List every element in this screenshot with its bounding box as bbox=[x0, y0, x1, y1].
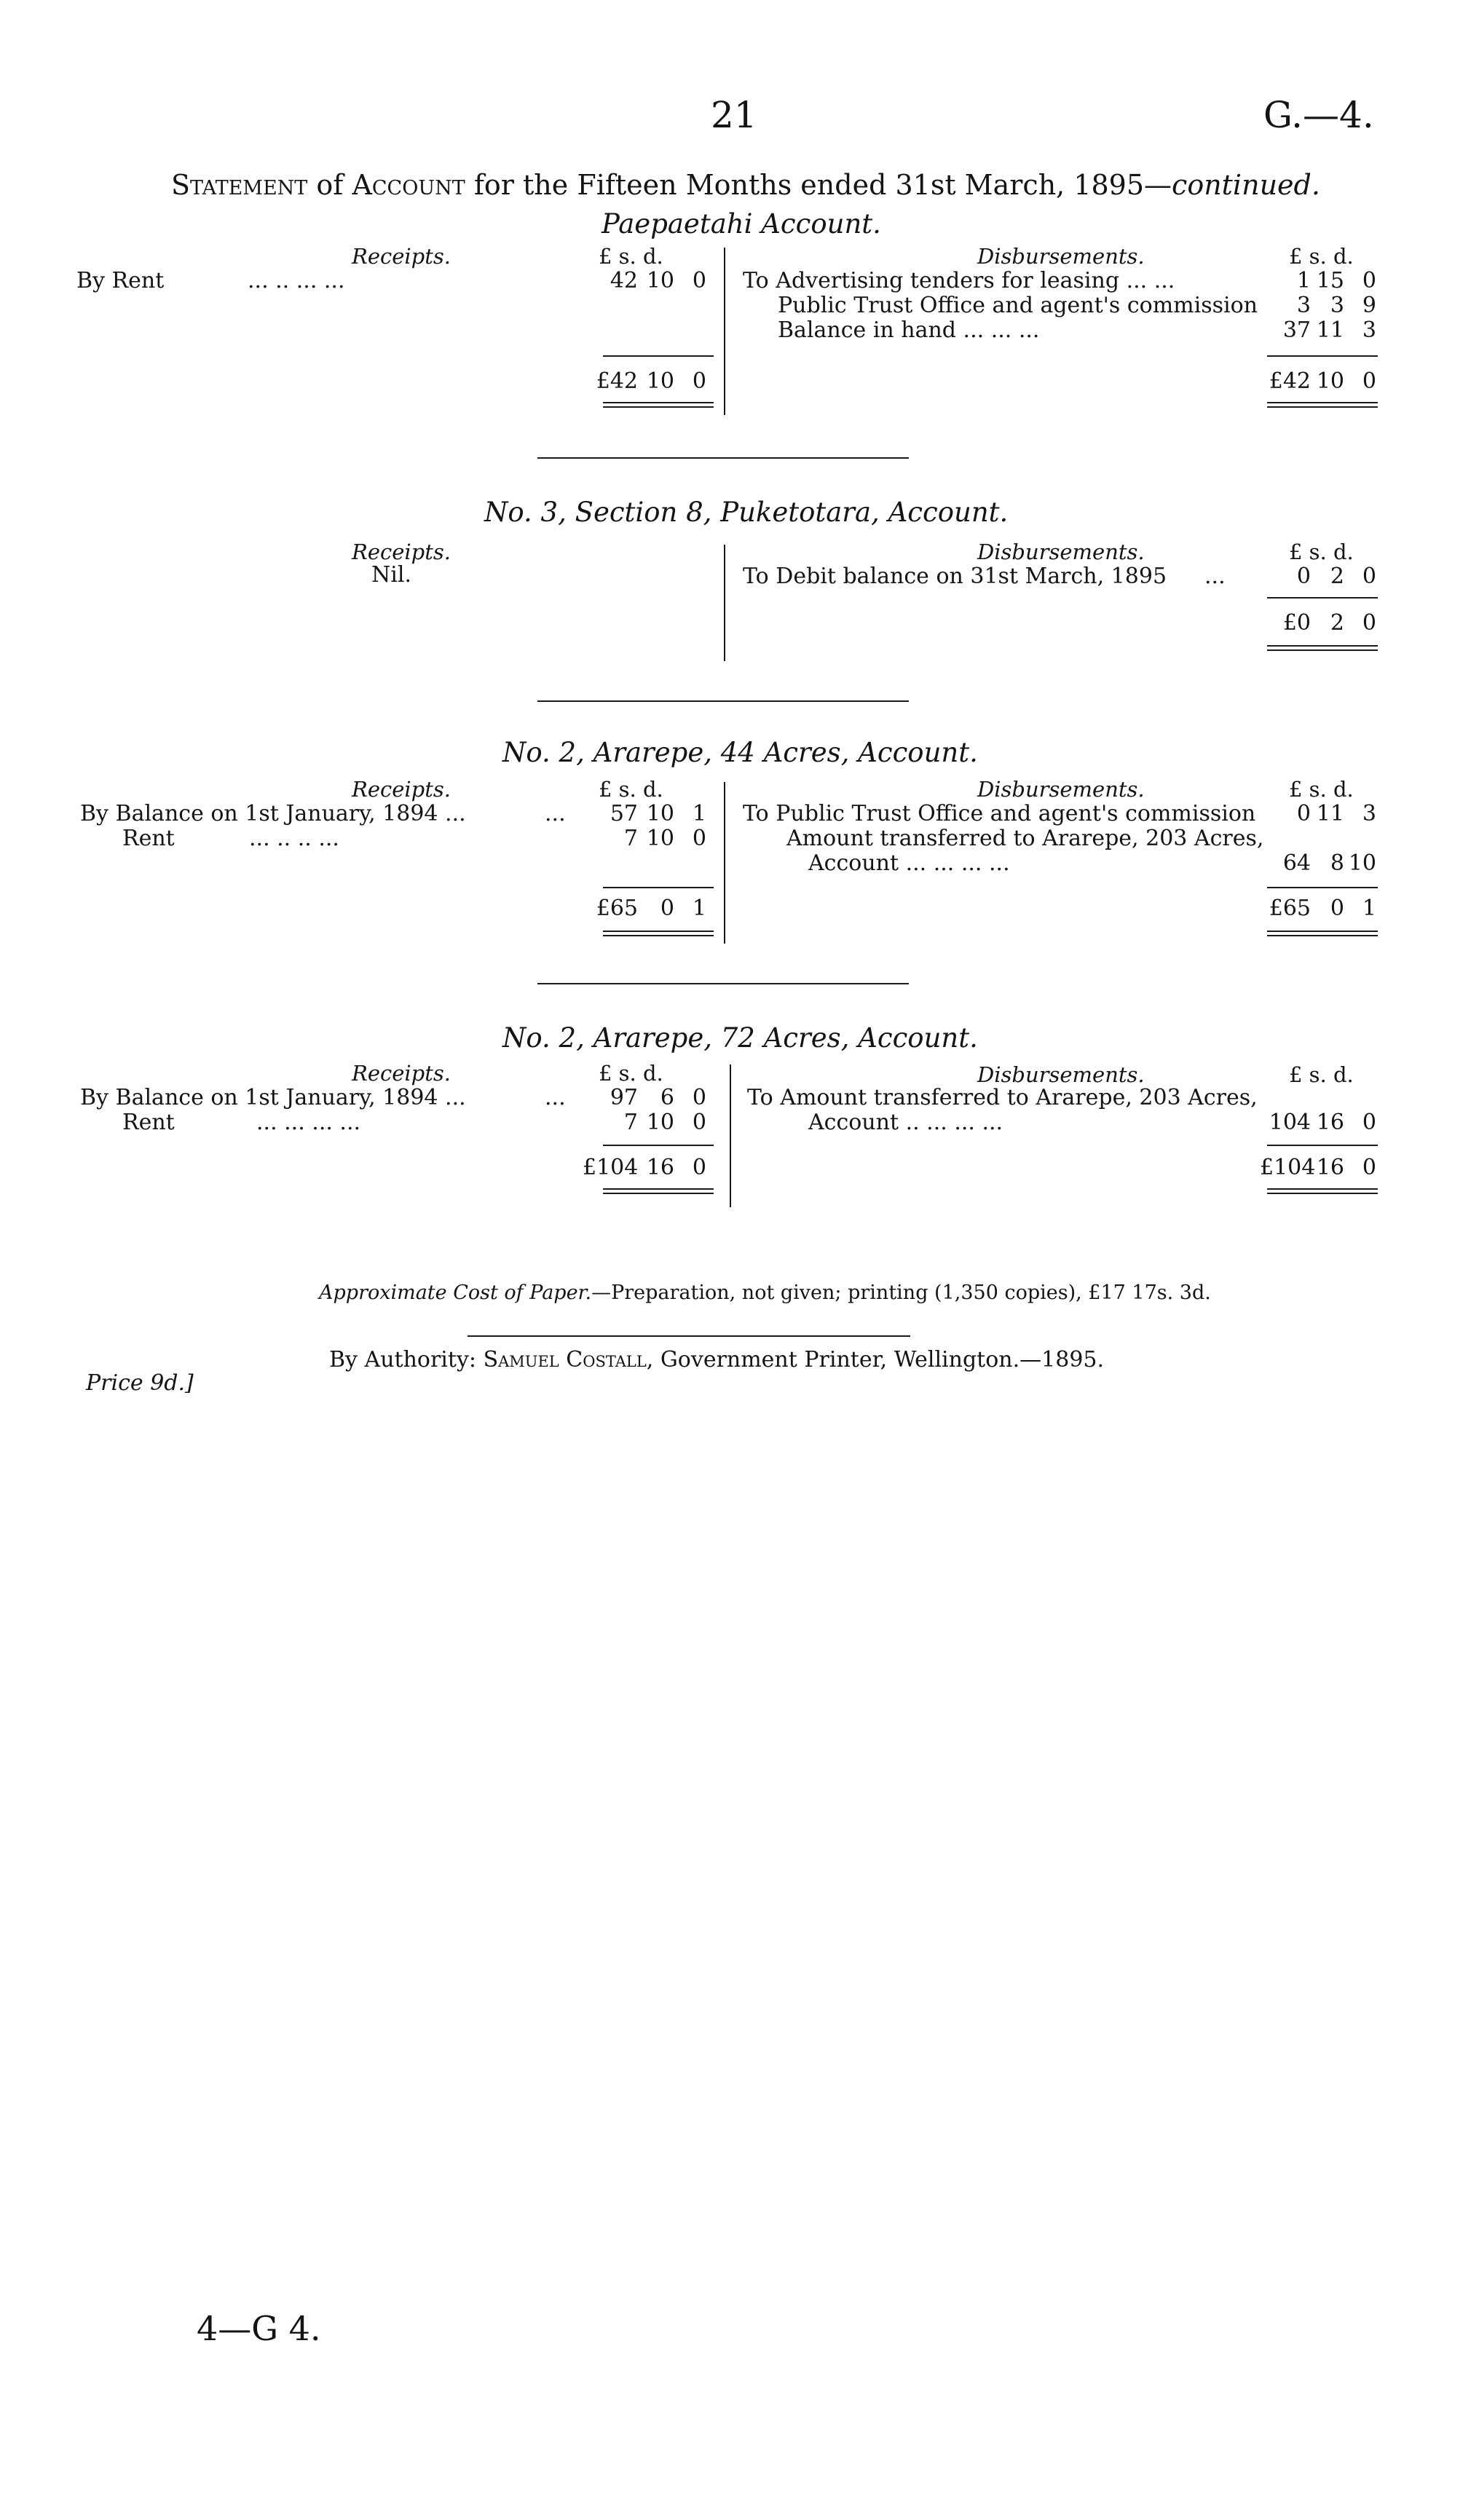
receipts-total-pence: 0 bbox=[692, 368, 706, 394]
receipt-shillings: 10 bbox=[646, 268, 674, 293]
disbursement-label: To Public Trust Office and agent's commission bbox=[743, 801, 1256, 826]
receipts-header: Receipts. bbox=[352, 1061, 451, 1086]
disbursements-total-pounds: £0 bbox=[1282, 610, 1311, 636]
footer-rule bbox=[468, 1335, 910, 1337]
disbursements-total-pence: 0 bbox=[1362, 368, 1376, 394]
disbursements-lsd-header: £ s. d. bbox=[1289, 1062, 1354, 1087]
account-number-label: No. bbox=[502, 1022, 551, 1054]
cost-of-paper-note bbox=[319, 1280, 1211, 1306]
receipts-lsd-header: £ s. d. bbox=[599, 1061, 663, 1086]
column-divider bbox=[724, 248, 725, 415]
section-separator bbox=[537, 457, 909, 459]
disbursement-label: Account ... ... ... ... bbox=[808, 850, 1010, 876]
disbursement-label: To Amount transferred to Ararepe, 203 Acres, bbox=[747, 1085, 1258, 1110]
page-reference: G.—4. bbox=[1263, 94, 1374, 136]
disbursement-pence: 0 bbox=[1362, 564, 1376, 589]
total-double-rule bbox=[1267, 1188, 1378, 1194]
printer-name: Samuel Costall bbox=[483, 1347, 647, 1372]
account-title-paepaetahi: Paepaetahi Account. bbox=[602, 208, 881, 240]
receipt-leader: ... .. ... ... bbox=[248, 268, 345, 293]
sum-rule bbox=[1267, 597, 1378, 599]
disbursements-total-pounds: £104 bbox=[1260, 1155, 1316, 1180]
receipt-leader: ... ... ... ... bbox=[256, 1110, 361, 1135]
disbursement-pence: 0 bbox=[1362, 1110, 1376, 1135]
receipt-label: By Rent bbox=[76, 268, 165, 293]
price-note: Price 9d.] bbox=[86, 1370, 194, 1396]
receipts-header: Receipts. bbox=[352, 777, 451, 802]
receipt-pence: 0 bbox=[692, 1085, 706, 1110]
receipt-shillings: 10 bbox=[646, 1110, 674, 1135]
disbursement-label: To Debit balance on 31st March, 1895 bbox=[743, 564, 1167, 589]
disbursement-pence: 10 bbox=[1348, 850, 1376, 876]
disbursement-pounds: 104 bbox=[1269, 1110, 1311, 1135]
sum-rule bbox=[603, 887, 714, 888]
cost-text: —Preparation, not given; printing (1,350 copies), £17 17s. 3d. bbox=[591, 1281, 1211, 1304]
disbursements-total-pounds: £42 bbox=[1269, 368, 1311, 394]
disbursement-pounds: 64 bbox=[1282, 850, 1311, 876]
receipts-lsd-header: £ s. d. bbox=[599, 244, 663, 269]
disbursements-lsd-header: £ s. d. bbox=[1289, 540, 1354, 564]
disbursement-label: Balance in hand ... ... ... bbox=[778, 317, 1040, 343]
disbursement-pence: 3 bbox=[1362, 801, 1376, 826]
disbursement-pence: 3 bbox=[1362, 317, 1376, 343]
receipts-header: Receipts. bbox=[352, 540, 451, 564]
receipt-leader: ... bbox=[545, 1085, 566, 1110]
disbursements-header: Disbursements. bbox=[977, 244, 1145, 269]
disbursement-shillings: 3 bbox=[1330, 293, 1344, 318]
total-double-rule bbox=[603, 1188, 714, 1194]
receipt-label: Rent bbox=[122, 826, 175, 851]
receipts-total-shillings: 10 bbox=[646, 368, 674, 394]
total-double-rule bbox=[603, 931, 714, 936]
receipt-pounds: 57 bbox=[610, 801, 638, 826]
printer-rest: , Government Printer, Wellington.—1895. bbox=[646, 1347, 1105, 1372]
disbursements-lsd-header: £ s. d. bbox=[1289, 244, 1354, 269]
column-divider bbox=[724, 782, 725, 944]
receipts-lsd-header: £ s. d. bbox=[599, 777, 663, 802]
receipt-label: By Balance on 1st January, 1894 ... bbox=[80, 801, 466, 826]
title-continued: continued. bbox=[1172, 169, 1320, 201]
receipt-shillings: 10 bbox=[646, 826, 674, 851]
title-account: Account bbox=[352, 169, 465, 201]
receipt-pence: 0 bbox=[692, 268, 706, 293]
disbursement-shillings: 11 bbox=[1316, 317, 1344, 343]
disbursement-pounds: 37 bbox=[1282, 317, 1311, 343]
cost-label: Approximate Cost of Paper. bbox=[319, 1281, 592, 1304]
receipts-total-pence: 1 bbox=[692, 896, 706, 921]
receipts-total-shillings: 16 bbox=[646, 1155, 674, 1180]
receipt-leader: ... bbox=[545, 801, 566, 826]
section-separator bbox=[537, 983, 909, 984]
account-title-ararepe-44: No. 2, Ararepe, 44 Acres, Account. bbox=[502, 737, 978, 768]
disbursement-label: Public Trust Office and agent's commission bbox=[778, 293, 1258, 318]
receipts-total-pounds: £104 bbox=[583, 1155, 639, 1180]
signature-mark: 4—G 4. bbox=[197, 2309, 321, 2348]
receipts-header: Receipts. bbox=[352, 244, 451, 269]
disbursement-label: Amount transferred to Ararepe, 203 Acres, bbox=[786, 826, 1264, 851]
page-number: 21 bbox=[711, 94, 757, 136]
disbursements-total-pence: 1 bbox=[1362, 896, 1376, 921]
disbursements-total-shillings: 0 bbox=[1330, 896, 1344, 921]
disbursements-header: Disbursements. bbox=[977, 777, 1145, 802]
disbursement-pounds: 3 bbox=[1296, 293, 1311, 318]
receipts-total-pounds: £65 bbox=[596, 896, 638, 921]
receipts-total-pounds: £42 bbox=[596, 368, 638, 394]
receipt-pounds: 42 bbox=[610, 268, 638, 293]
title-lead: Statement bbox=[171, 169, 308, 201]
sum-rule bbox=[1267, 887, 1378, 888]
disbursement-leader: ... bbox=[1204, 564, 1226, 589]
sum-rule bbox=[603, 1145, 714, 1146]
disbursements-lsd-header: £ s. d. bbox=[1289, 777, 1354, 802]
total-double-rule bbox=[603, 402, 714, 408]
receipts-total-pence: 0 bbox=[692, 1155, 706, 1180]
receipt-pence: 0 bbox=[692, 1110, 706, 1135]
receipt-pounds: 7 bbox=[623, 826, 638, 851]
account-number-label: No. bbox=[484, 497, 532, 528]
title-rest: for the Fifteen Months ended 31st March, 1895— bbox=[473, 169, 1172, 201]
disbursements-total-pence: 0 bbox=[1362, 610, 1376, 636]
receipt-shillings: 10 bbox=[646, 801, 674, 826]
total-double-rule bbox=[1267, 645, 1378, 651]
disbursement-pounds: 0 bbox=[1296, 564, 1311, 589]
receipt-pence: 0 bbox=[692, 826, 706, 851]
disbursement-label: To Advertising tenders for leasing ... ... bbox=[743, 268, 1175, 293]
authority-line bbox=[329, 1347, 1104, 1373]
total-double-rule bbox=[1267, 402, 1378, 408]
disbursements-header: Disbursements. bbox=[977, 1062, 1145, 1087]
disbursements-total-pounds: £65 bbox=[1269, 896, 1311, 921]
receipts-total-shillings: 0 bbox=[660, 896, 674, 921]
account-title-puketotara: No. 3, Section 8, Puketotara, Account. bbox=[484, 497, 1009, 528]
receipt-pence: 1 bbox=[692, 801, 706, 826]
disbursements-header: Disbursements. bbox=[977, 540, 1145, 564]
section-separator bbox=[537, 700, 909, 702]
disbursements-total-pence: 0 bbox=[1362, 1155, 1376, 1180]
receipt-label: Rent bbox=[122, 1110, 175, 1135]
disbursement-shillings: 15 bbox=[1316, 268, 1344, 293]
authority-prefix: By Authority: bbox=[329, 1347, 477, 1372]
receipt-shillings: 6 bbox=[660, 1085, 674, 1110]
disbursement-pence: 9 bbox=[1362, 293, 1376, 318]
disbursement-label: Account .. ... ... ... bbox=[808, 1110, 1003, 1135]
column-divider bbox=[730, 1065, 731, 1207]
disbursement-pence: 0 bbox=[1362, 268, 1376, 293]
sum-rule bbox=[1267, 1145, 1378, 1146]
receipt-pounds: 97 bbox=[610, 1085, 638, 1110]
disbursement-pounds: 1 bbox=[1296, 268, 1311, 293]
disbursement-shillings: 2 bbox=[1330, 564, 1344, 589]
receipt-label: By Balance on 1st January, 1894 ... bbox=[80, 1085, 466, 1110]
disbursement-shillings: 11 bbox=[1316, 801, 1344, 826]
receipt-leader: ... .. .. ... bbox=[249, 826, 339, 851]
disbursements-total-shillings: 2 bbox=[1330, 610, 1344, 636]
sum-rule bbox=[1267, 355, 1378, 357]
account-number-label: No. bbox=[502, 737, 551, 768]
account-title-ararepe-72: No. 2, Ararepe, 72 Acres, Account. bbox=[502, 1022, 978, 1054]
disbursement-shillings: 8 bbox=[1330, 850, 1344, 876]
disbursements-total-shillings: 10 bbox=[1316, 368, 1344, 394]
receipts-nil: Nil. bbox=[371, 562, 411, 588]
disbursement-pounds: 0 bbox=[1296, 801, 1311, 826]
column-divider bbox=[724, 545, 725, 661]
title-of: of bbox=[316, 169, 344, 201]
sum-rule bbox=[603, 355, 714, 357]
statement-title bbox=[171, 169, 1320, 201]
total-double-rule bbox=[1267, 931, 1378, 936]
disbursements-total-shillings: 16 bbox=[1316, 1155, 1344, 1180]
receipt-pounds: 7 bbox=[623, 1110, 638, 1135]
disbursement-shillings: 16 bbox=[1316, 1110, 1344, 1135]
